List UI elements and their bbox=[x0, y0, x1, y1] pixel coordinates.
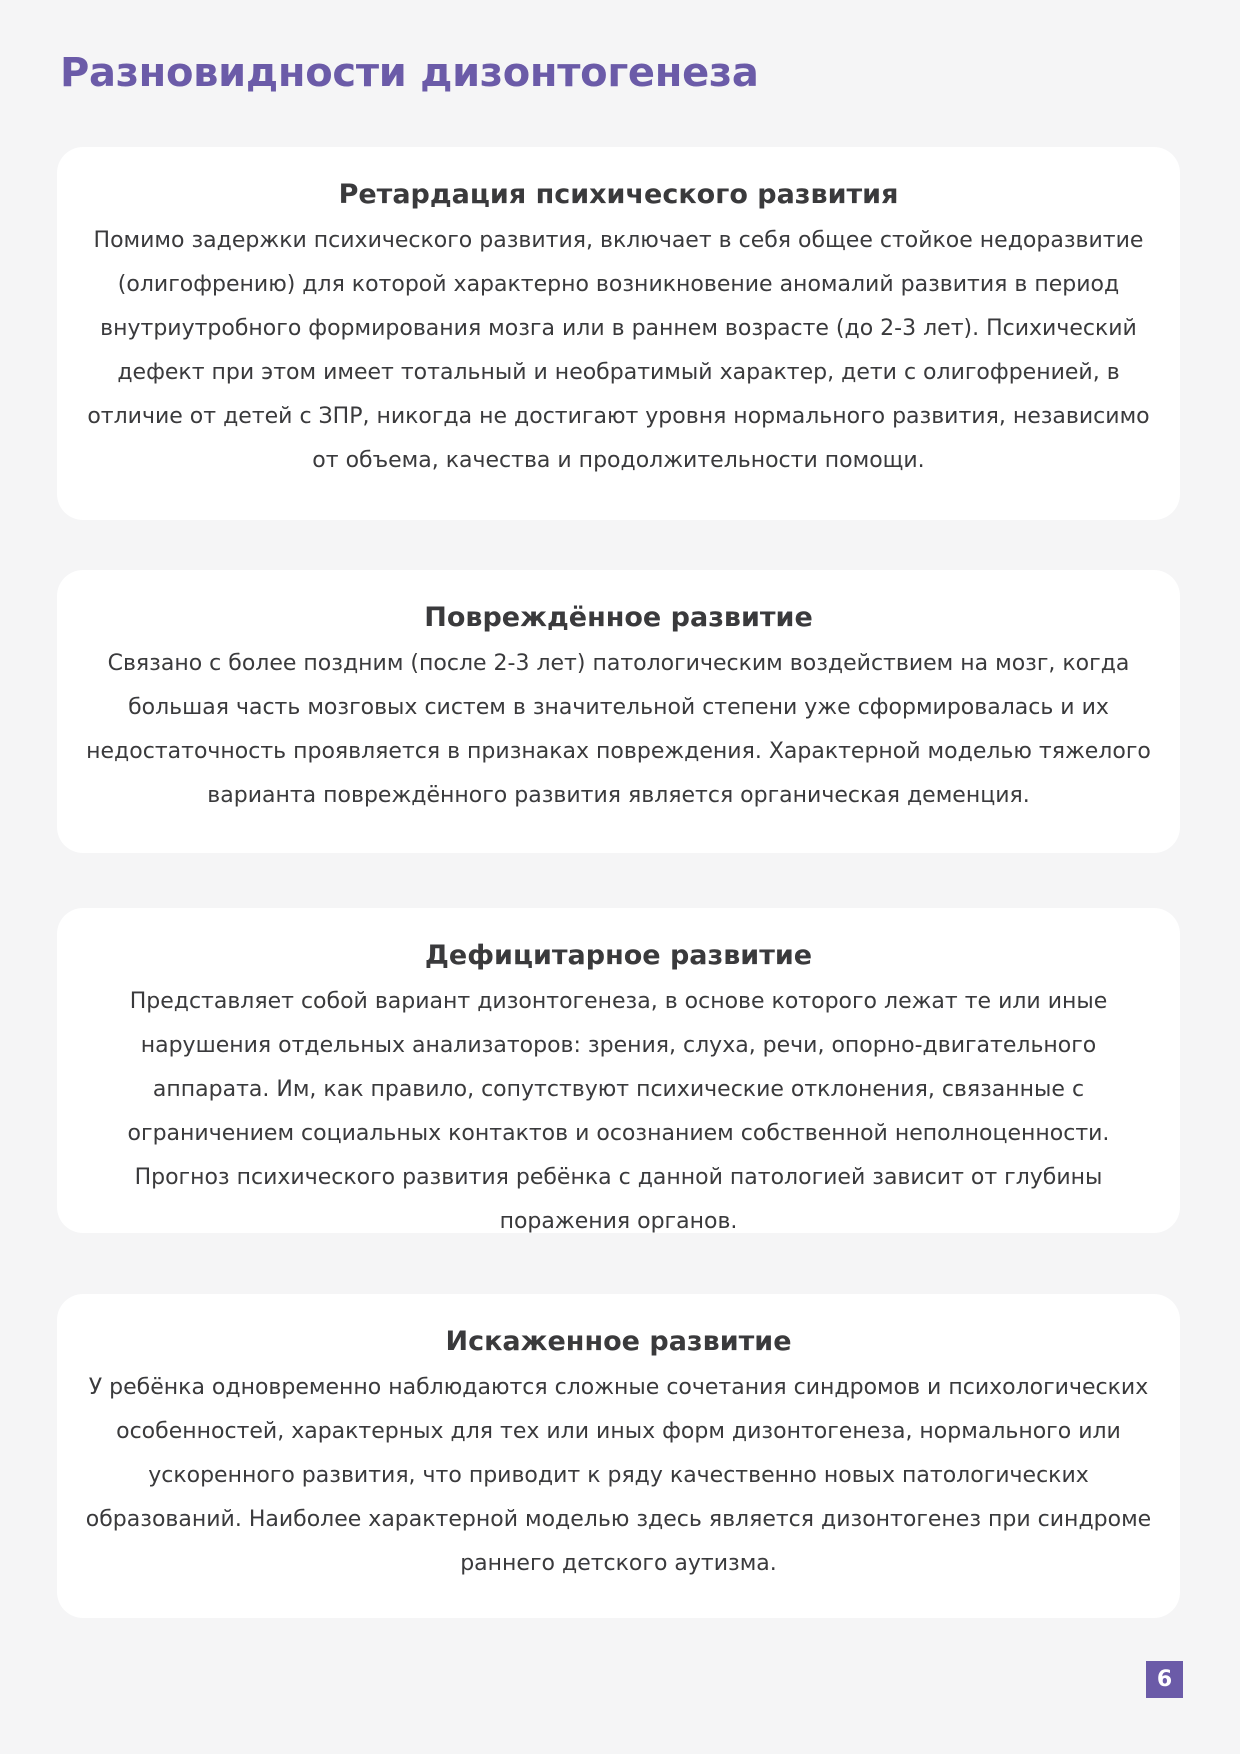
card-text: У ребёнка одновременно наблюдаются сложные сочетания синдромов и психологических особенностей, характерных для тех или иных форм дизонтогенеза, нормального или ускоренного развития, что приводит к ряду качественно новых патологических образований. Наиболее характерной моделью здесь является дизонтогенез при синдроме раннего детского аутизма. bbox=[85, 1375, 1152, 1577]
card-retardation bbox=[57, 147, 1180, 520]
card-title: Дефицитарное развитие bbox=[424, 940, 813, 971]
page-title: Разновидности дизонтогенеза bbox=[60, 50, 759, 96]
card-distorted-development bbox=[57, 1294, 1180, 1618]
card-damaged-development bbox=[57, 570, 1180, 853]
card-text: Помимо задержки психического развития, включает в себя общее стойкое недоразвитие (олигофрению) для которой характерно возникновение аномалий развития в период внутриутробного формирования мозга или в раннем возрасте (до 2-3 лет). Психический дефект при этом имеет тотальный и необратимый характер, дети с олигофренией, в отличие от детей с ЗПР, никогда не достигают уровня нормального развития, независимо от объема, качества и продолжительности помощи. bbox=[87, 228, 1150, 474]
card-text: Представляет собой вариант дизонтогенеза, в основе которого лежат те или иные нарушения отдельных анализаторов: зрения, слуха, речи, опорно-двигательного аппарата. Им, как правило, сопутствуют психические отклонения, связанные с ограничением социальных контактов и осознанием собственной неполноценности. Прогноз психического развития ребёнка с данной патологией зависит от глубины поражения органов. bbox=[127, 989, 1110, 1235]
page-number-badge: 6 bbox=[1146, 1661, 1183, 1698]
card-text: Связано с более поздним (после 2-3 лет) патологическим воздействием на мозг, когда большая часть мозговых систем в значительной степени уже сформировалась и их недостаточность проявляется в признаках повреждения. Характерной моделью тяжелого варианта повреждённого развития является органическая деменция. bbox=[86, 651, 1151, 809]
card-title: Повреждённое развитие bbox=[424, 602, 813, 633]
card-deficit-development bbox=[57, 908, 1180, 1233]
card-title: Ретардация психического развития bbox=[338, 179, 899, 210]
card-title: Искаженное развитие bbox=[445, 1326, 792, 1357]
